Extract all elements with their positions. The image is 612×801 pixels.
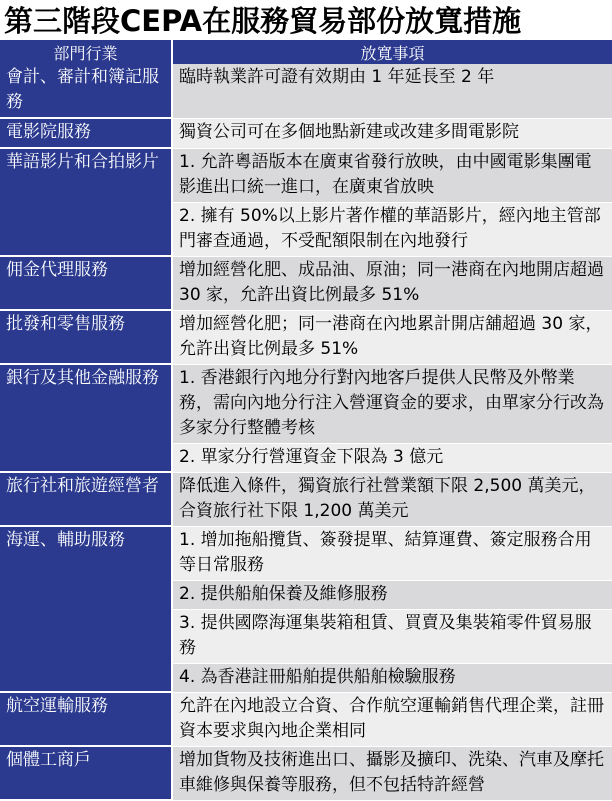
table-header-row xyxy=(0,40,612,64)
table-body xyxy=(0,64,612,800)
sector-cell: 個體工商戶 xyxy=(0,746,172,800)
sector-cell: 海運、輔助服務 xyxy=(0,526,172,692)
measure-cell: 獨資公司可在多個地點新建或改建多間電影院 xyxy=(172,118,612,148)
sector-cell: 佣金代理服務 xyxy=(0,256,172,310)
table-row xyxy=(0,472,612,526)
header-sector: 部門行業 xyxy=(0,40,172,64)
table-row xyxy=(0,64,612,118)
measure-cell: 4. 為香港註冊船舶提供船舶檢驗服務 xyxy=(172,663,612,692)
sector-cell: 銀行及其他金融服務 xyxy=(0,364,172,472)
sector-cell: 航空運輸服務 xyxy=(0,692,172,746)
table-row xyxy=(0,746,612,800)
measure-cell: 允許在內地設立合資、合作航空運輸銷售代理企業，註冊資本要求與內地企業相同 xyxy=(172,692,612,746)
table-row xyxy=(0,364,612,443)
table-row xyxy=(0,148,612,202)
measure-cell: 1. 香港銀行內地分行對內地客戶提供人民幣及外幣業務，需向內地分行注入營運資金的要求，由單家分行改為多家分行整體考核 xyxy=(172,364,612,443)
measures-table xyxy=(0,40,612,801)
measure-cell: 2. 擁有 50%以上影片著作權的華語影片，經內地主管部門審查通過，不受配額限制在內地發行 xyxy=(172,202,612,256)
table-row xyxy=(0,256,612,310)
table-row xyxy=(0,310,612,364)
measure-cell: 增加經營化肥、成品油、原油；同一港商在內地開店超過 30 家，允許出資比例最多 51% xyxy=(172,256,612,310)
sector-cell: 電影院服務 xyxy=(0,118,172,148)
measure-cell: 2. 單家分行營運資金下限為 3 億元 xyxy=(172,443,612,472)
measure-cell: 降低進入條件，獨資旅行社營業額下限 2,500 萬美元，合資旅行社下限 1,200 萬美元 xyxy=(172,472,612,526)
measure-cell: 臨時執業許可證有效期由 1 年延長至 2 年 xyxy=(172,64,612,118)
sector-cell: 批發和零售服務 xyxy=(0,310,172,364)
measure-cell: 1. 允許粵語版本在廣東省發行放映，由中國電影集團電影進出口統一進口，在廣東省放映 xyxy=(172,148,612,202)
measure-cell: 2. 提供船舶保養及維修服務 xyxy=(172,580,612,609)
header-measures: 放寬事項 xyxy=(172,40,612,64)
measure-cell: 3. 提供國際海運集裝箱租賃、買賣及集裝箱零件貿易服務 xyxy=(172,609,612,663)
table-row xyxy=(0,526,612,580)
measure-cell: 1. 增加拖船攬貨、簽發提單、結算運費、簽定服務合用等日常服務 xyxy=(172,526,612,580)
sector-cell: 華語影片和合拍影片 xyxy=(0,148,172,256)
measure-cell: 增加貨物及技術進出口、攝影及擴印、洗染、汽車及摩托車維修與保養等服務，但不包括特許經營 xyxy=(172,746,612,800)
table-row xyxy=(0,118,612,148)
sector-cell: 旅行社和旅遊經營者 xyxy=(0,472,172,526)
page xyxy=(0,2,612,795)
sector-cell: 會計、審計和簿記服務 xyxy=(0,64,172,118)
measure-cell: 增加經營化肥；同一港商在內地累計開店舖超過 30 家，允許出資比例最多 51% xyxy=(172,310,612,364)
page-title: 第三階段CEPA在服務貿易部份放寬措施 xyxy=(4,4,522,38)
table-row xyxy=(0,692,612,746)
